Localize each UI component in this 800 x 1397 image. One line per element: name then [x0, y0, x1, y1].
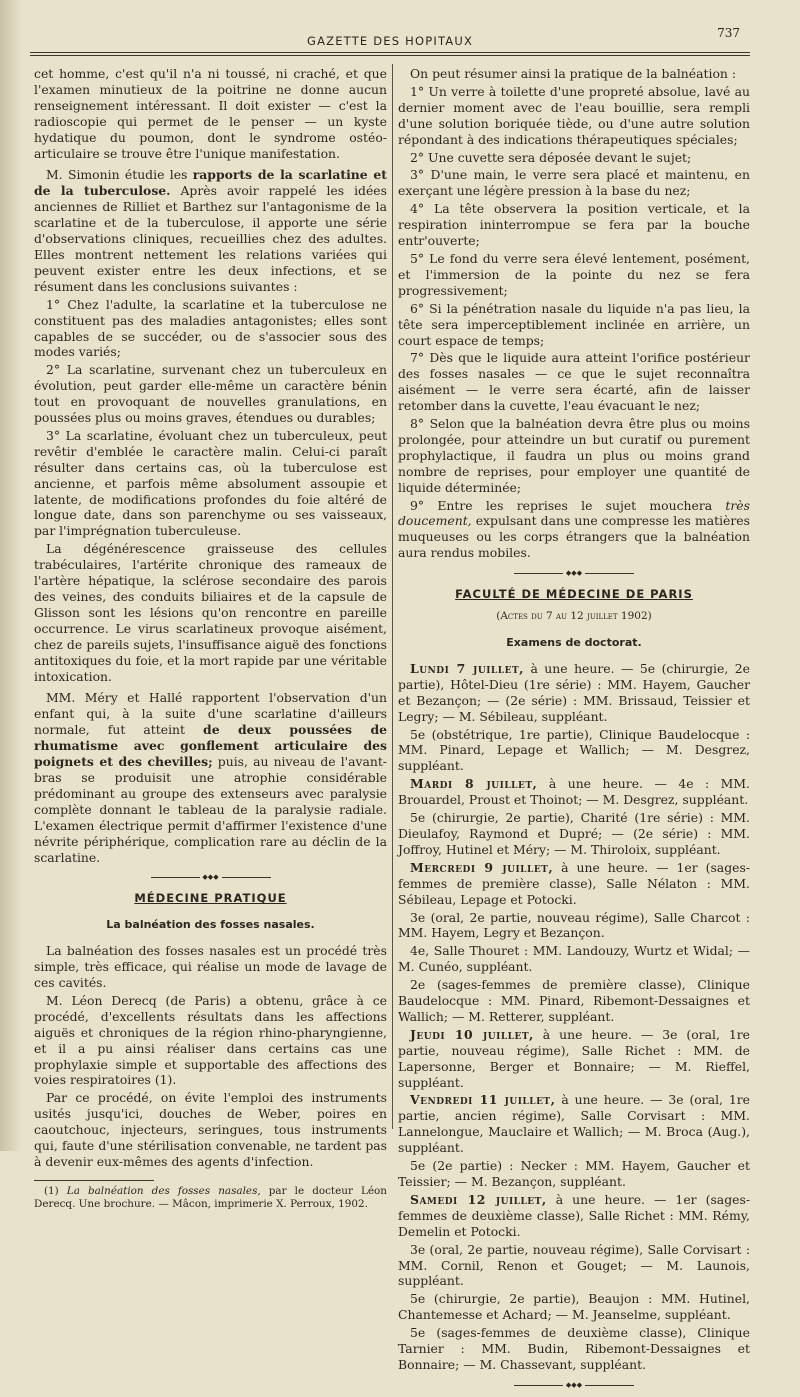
exam-entry: Vendredi 11 juillet, à une heure. — 3e (oral, 1re partie, ancien régime), Salle Corvisart : MM. Lannelongue, Mauclaire et Wallich; — M. Broca (Aug.), suppléant.: [398, 1092, 750, 1156]
bold-topic: rapports de la scarlatine et de la tuberculose.: [34, 167, 387, 199]
author-name: M. Simonin: [46, 167, 120, 183]
footnote-rule: [34, 1180, 154, 1181]
exam-entry: 5e (chirurgie, 2e partie), Beaujon : MM. Hutinel, Chantemesse et Achard; — M. Jeanselme, suppléant.: [398, 1291, 750, 1323]
list-item: 3° D'une main, le verre sera placé et maintenu, en exerçant une légère pression à la base du nez;: [398, 167, 750, 199]
exam-entry: Mardi 8 juillet, à une heure. — 4e : MM. Brouardel, Proust et Thoinot; — M. Desgrez, suppléant.: [398, 776, 750, 808]
ornament-divider: ◆◆◆: [514, 569, 634, 577]
footnote: (1) La balnéation des fosses nasales, par le docteur Léon Derecq. Une brochure. — Mâcon, imprimerie X. Perroux, 1902.: [34, 1184, 387, 1210]
exam-entry: 3e (oral, 2e partie, nouveau régime), Salle Charcot : MM. Hayem, Legry et Bezançon.: [398, 909, 750, 941]
paragraph: M. Simonin étudie les rapports de la scarlatine et de la tuberculose. Après avoir rappelé les idées anciennes de Rilliet et Barthez sur l'antagonisme de la scarlatine et de la tuberculose, il apporte une série d'observations cliniques, recueillies chez des adultes. Elles montrent nettement les relations variées qui peuvent exister entre les deux infections, et se résument dans les conclusions suivantes :: [34, 167, 387, 294]
paragraph: cet homme, c'est qu'il n'a ni toussé, ni craché, et que l'examen minutieux de la poitrine ne donne aucun renseignement intéressant. Il doit exister — c'est la radioscopie qui permet de le penser — un kyste hydatique du poumon, dont le syndrome ostéo-articulaire se trouve être l'unique manifestation.: [34, 66, 387, 161]
exam-entry: 5e (2e partie) : Necker : MM. Hayem, Gaucher et Teissier; — M. Bezançon, suppléant.: [398, 1158, 750, 1189]
journal-title: GAZETTE DES HOPITAUX: [306, 34, 474, 48]
list-item: 7° Dès que le liquide aura atteint l'orifice postérieur des fosses nasales — ce que le sujet reconnaîtra aisément — le verre sera écarté, afin de laisser retomber dans la cuvette, l'eau évacuant le nez;: [398, 350, 750, 414]
header-rule: [30, 52, 750, 53]
list-item: 4° La tête observera la position verticale, et la respiration ininterrompue se fera par la bouche entr'ouverte;: [398, 201, 750, 249]
exam-entry: Lundi 7 juillet, à une heure. — 5e (chirurgie, 2e partie), Hôtel-Dieu (1re série) : MM. Hayem, Gaucher et Bezançon; — (2e série) : MM. Brissaud, Teissier et Legry; — M. Sébileau, suppléant.: [398, 660, 750, 724]
ornament-divider: ◆◆◆: [151, 873, 271, 881]
header-rule-double: [30, 55, 750, 56]
exam-entry: 4e, Salle Thouret : MM. Landouzy, Wurtz et Widal; — M. Cunéo, suppléant.: [398, 943, 750, 975]
list-item: 2° Une cuvette sera déposée devant le sujet;: [410, 149, 692, 165]
paragraph: M. Léon Derecq (de Paris) a obtenu, grâce à ce procédé, d'excellents résultats dans les affections aiguës et chroniques de la région rhino-pharyngienne, et il a pu ainsi réaliser dans certains cas une prophylaxie simple et supportable des affections des voies respiratoires (1).: [34, 992, 387, 1088]
ornament-divider: ◆◆◆: [514, 1381, 634, 1389]
exam-entry: Mercredi 9 juillet, à une heure. — 1er (sages-femmes de première classe), Salle Nélaton : MM. Sébileau, Lepage et Potocki.: [398, 859, 751, 907]
section-title: MÉDECINE PRATIQUE: [134, 891, 287, 906]
list-item: 9° Entre les reprises le sujet mouchera très doucement, expulsant dans une compresse les matières muqueuses ou les corps étrangers que la balnéation aura rendus mobiles.: [398, 497, 750, 561]
paragraph: 1° Chez l'adulte, la scarlatine et la tuberculose ne constituent pas des maladies antagonistes; elles sont capables de se succéder, ou de s'associer sous des modes variés;: [34, 296, 387, 360]
section-subtitle: (Actes du 7 au 12 juillet 1902): [496, 610, 652, 623]
paragraph: 2° La scarlatine, survenant chez un tuberculeux en évolution, peut garder elle-même un caractère bénin tout en provoquant de nouvelles granulations, en poussées plus ou moins graves, étendues ou durables;: [34, 362, 387, 426]
paragraph: Par ce procédé, on évite l'emploi des instruments usités jusqu'ici, douches de Weber, poires en caoutchouc, injecteurs, seringues, tous instruments qui, faute d'une stérilisation convenable, ne tardent pas à devenir eux-mêmes des agents d'infection.: [34, 1090, 387, 1169]
bold-topic: de deux poussées de rhumatisme avec gonflement articulaire des poignets et des chevilles;: [34, 722, 387, 770]
exam-entry: Jeudi 10 juillet, à une heure. — 3e (oral, 1re partie, nouveau régime), Salle Richet : MM. de Lapersonne, Berger et Bonnaire; — M. Rieffel, suppléant.: [398, 1026, 750, 1090]
paragraph: 3° La scarlatine, évoluant chez un tuberculeux, peut revêtir d'emblée le caractère malin. Celui-ci paraît résulter dans certains cas, où la tuberculose est ancienne, et parfois même absolument assoupie et latente, de modifications profondes du foie altéré de longue date, dans son parenchyme ou ses vaisseaux, par l'imprégnation tuberculeuse.: [34, 427, 387, 539]
exam-entry: Samedi 12 juillet, à une heure. — 1er (sages-femmes de deuxième classe), Salle Richet : MM. Rémy, Demelin et Potocki.: [398, 1191, 751, 1239]
article-title: La balnéation des fosses nasales.: [106, 918, 315, 932]
page-number: 737: [717, 26, 740, 40]
paragraph: On peut résumer ainsi la pratique de la balnéation :: [410, 66, 736, 81]
exam-entry: 5e (obstétrique, 1re partie), Clinique Baudelocque : MM. Pinard, Lepage et Wallich; — M. Desgrez, suppléant.: [398, 726, 750, 774]
paragraph: MM. Méry et Hallé rapportent l'observation d'un enfant qui, à la suite d'une scarlatine d'ailleurs normale, fut atteint de deux poussées de rhumatisme avec gonflement articulaire des poignets et des chevilles; puis, au niveau de l'avant-bras se produisit une atrophie considérable prédominant au groupe des extenseurs avec paralysie complète donnant le tableau de la paralysie radiale. L'examen électrique permit d'affirmer l'existence d'une névrite périphérique, complication rare au déclin de la scarlatine.: [34, 690, 387, 865]
page-gutter: [0, 0, 22, 1151]
exam-entry: 2e (sages-femmes de première classe), Clinique Baudelocque : MM. Pinard, Ribemont-Dessaignes et Wallich; — M. Retterer, suppléant.: [398, 977, 750, 1024]
left-column: [34, 66, 387, 1211]
exam-entry: 5e (chirurgie, 2e partie), Charité (1re série) : MM. Dieulafoy, Raymond et Dupré; — (2e série) : MM. Joffroy, Hutinel et Méry; — M. Thiroloix, suppléant.: [398, 810, 750, 857]
list-item: 1° Un verre à toilette d'une propreté absolue, lavé au dernier moment avec de l'eau bouillie, sera rempli d'une solution boriquée tiède, ou d'une autre solution répondant à des indications thérapeutiques spéciales;: [398, 83, 750, 147]
list-item: 6° Si la pénétration nasale du liquide n'a pas lieu, la tête sera imperceptiblement inclinée en arrière, un court espace de temps;: [398, 300, 750, 348]
exams-title: Examens de doctorat.: [506, 636, 642, 649]
page-header: [30, 22, 750, 56]
exam-entry: 5e (sages-femmes de deuxième classe), Clinique Tarnier : MM. Budin, Ribemont-Dessaignes et Bonnaire; — M. Chassevant, suppléant.: [398, 1325, 750, 1372]
section-title: FACULTÉ DE MÉDECINE DE PARIS: [455, 587, 693, 602]
author-name: MM. Méry et Hallé: [46, 690, 183, 706]
right-column: [398, 66, 750, 1397]
list-item: 8° Selon que la balnéation devra être plus ou moins prolongée, pour atteindre un but curatif ou purement prophylactique, il faudra un plus ou moins grand nombre de reprises, pour employer une quantité de liquide déterminée;: [398, 416, 750, 495]
exam-entry: 3e (oral, 2e partie, nouveau régime), Salle Corvisart : MM. Cornil, Renon et Gouget; — M. Launois, suppléant.: [398, 1241, 750, 1289]
column-divider: [392, 64, 393, 1129]
list-item: 5° Le fond du verre sera élevé lentement, posément, et l'immersion de la pointe du nez se fera progressivement;: [398, 250, 750, 298]
paragraph: La dégénérescence graisseuse des cellules trabéculaires, l'artérite chronique des rameaux de l'artère hépatique, la sclérose secondaire des parois des veines, des conduits biliaires et de la capsule de Glisson sont les lésions qu'on rencontre en pareille occurrence. Le virus scarlatineux provoque aisément, chez de pareils sujets, l'insuffisance aiguë des fonctions antitoxiques du foie, et la mort rapide par une véritable intoxication.: [34, 541, 387, 684]
paragraph: La balnéation des fosses nasales est un procédé très simple, très efficace, qui réalise un mode de lavage de ces cavités.: [34, 943, 387, 991]
